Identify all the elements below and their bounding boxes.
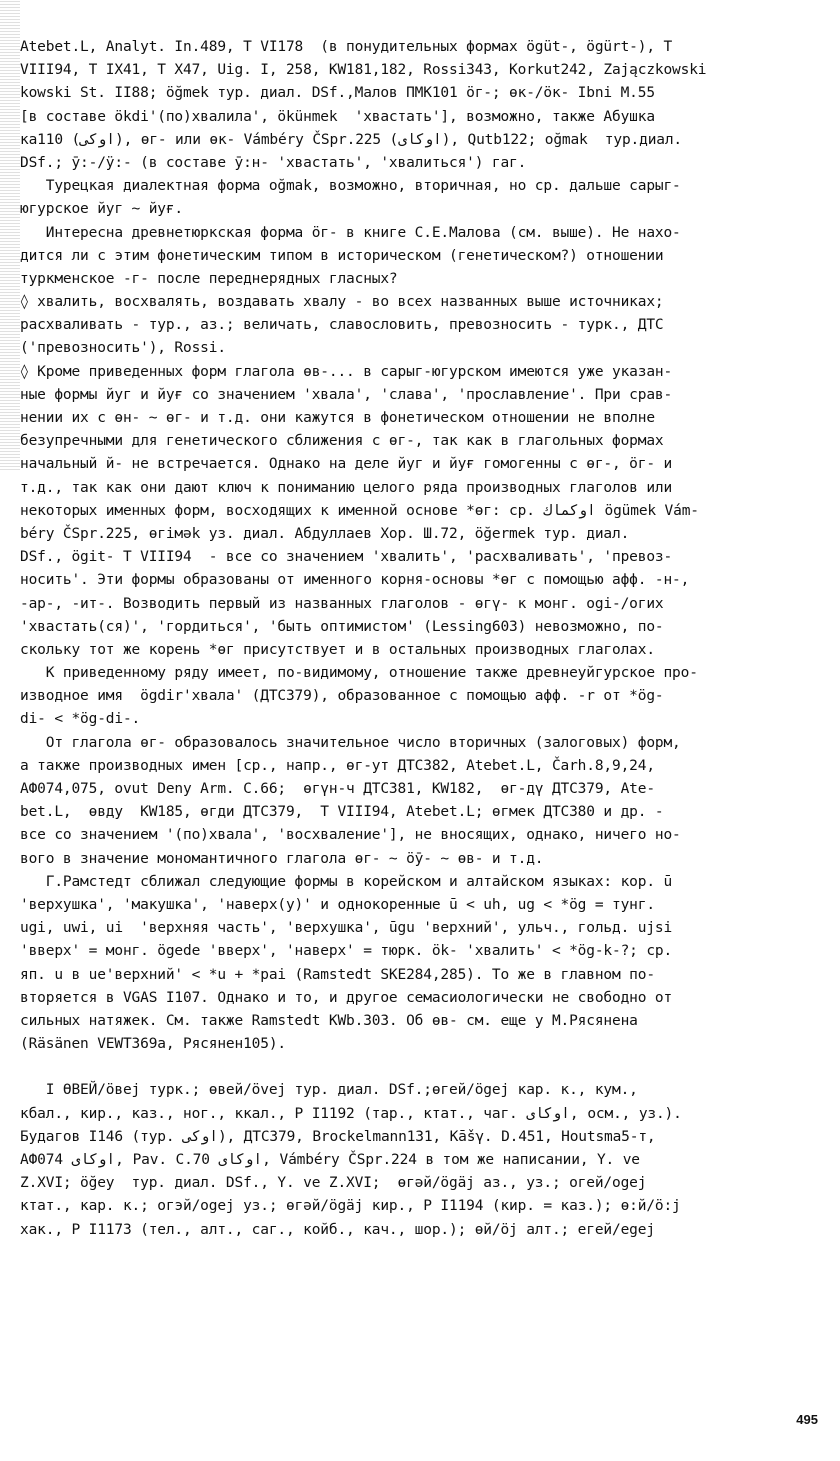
text-line: носить'. Эти формы образованы от именного корня-основы *өг с помощью афф. -н-, <box>20 572 690 589</box>
text-line: К приведенному ряду имеет, по-видимому, отношение также древнеуйгурское про- <box>20 665 698 682</box>
text-line: I ӨВЕЙ/ӧвеј турк.; өвей/övej тур. диал. DSf.;өгей/ögej кар. к., кум., <box>20 1082 638 1099</box>
text-line: ('превозносить'), Rossi. <box>20 340 226 357</box>
text-line: Будагов I146 (тур. اوكى), ДТС379, Brockelmann131, Kāšγ. D.451, Houtsma5-т, <box>20 1128 656 1145</box>
text-line: ктат., кар. к.; огэй/ogej уз.; өгәй/ögäj кир., Р I1194 (кир. = каз.); ө:й/ö:j <box>20 1198 681 1215</box>
text-line: [в составе ökdi'(по)хвалила', öküнmek 'хвастать'], возможно, также Абушка <box>20 108 655 125</box>
text-line: VIII94, T IX41, T X47, Uig. I, 258, KW181,182, Rossi343, Korkut242, Zajączkowski <box>20 62 707 79</box>
text-line: некоторых именных форм, восходящих к именной основе *өг: ср. اوكماك ögümek Vám- <box>20 502 699 519</box>
text-line: все со значением '(по)хвала', 'восхваление'], не вносящих, однако, ничего но- <box>20 827 681 844</box>
page-number: 495 <box>796 1412 818 1427</box>
text-line: изводное имя ögdir'хвала' (ДТС379), образованное с помощью афф. -r от *ög- <box>20 688 664 705</box>
text-line: Atebet.L, Analyt. In.489, T VI178 (в понудительных формах ögüt-, ögürt-), T <box>20 39 673 55</box>
text-line: хак., Р I1173 (тел., алт., саг., койб., кач., шор.); өй/öj алт.; егей/egej <box>20 1221 655 1238</box>
text-line: Турецкая диалектная форма oğmak, возможно, вторичная, но ср. дальше сарыг- <box>20 178 681 195</box>
text-line: ка110 (اوكى), өг- или өк- Vámbéry ČSpr.225 (اوكاى), Qutb122; oğmak тур.диал. <box>20 131 683 148</box>
text-line: нении их с өн- ~ өг- и т.д. они кажутся в фонетическом отношении не вполне <box>20 410 655 426</box>
text-line: DSf.; ӯ:-/ӱ:- (в составе ӯ:н- 'хвастать', 'хвалиться') гаг. <box>20 154 527 171</box>
text-line: di- < *ög-di-. <box>20 711 141 728</box>
text-line: а также производных имен [ср., напр., өг-ут ДТС382, Atebet.L, Čarh.8,9,24, <box>20 757 655 774</box>
text-line: АФ074,075, ovut Deny Arm. C.66; өгүн-ч ДТС381, KW182, өг-дү ДТС379, Ate- <box>20 781 655 797</box>
text-line: кбал., кир., каз., ног., ккал., Р I1192 (тар., ктат., чаг. اوكاى, осм., уз.). <box>20 1105 682 1122</box>
text-line: туркменское -г- после переднерядных гласных? <box>20 270 398 287</box>
text-line: Интересна древнетюркская форма ӧг- в книге С.Е.Малова (см. выше). Не нахо- <box>20 224 681 241</box>
text-line: скольку тот же корень *өг присутствует и в остальных производных глаголах. <box>20 641 655 658</box>
text-line: (Räsänen VEWT369a, Рясянен105). <box>20 1036 286 1053</box>
text-line: дится ли с этим фонетическим типом в историческом (генетическом?) отношении <box>20 247 664 264</box>
body-text <box>20 36 830 1242</box>
text-line: kowski St. II88; öğmek тур. диал. DSf.,Малов ПМК101 ӧг-; өк-/ӧк- Ibni M.55 <box>20 85 655 102</box>
text-line: вого в значение мономантичного глагола өг- ~ ӧӯ- ~ өв- и т.д. <box>20 850 544 867</box>
text-line: расхваливать - тур., аз.; величать, славословить, превозносить - турк., ДТС <box>20 317 664 334</box>
text-line: ◊ Кроме приведенных форм глагола өв-... в сарыг-югурском имеются уже указан- <box>20 363 673 380</box>
text-line: От глагола өг- образовалось значительное число вторичных (залоговых) форм, <box>20 734 681 751</box>
text-line: вторяется в VGAS I107. Однако и то, и другое семасиологически не свободно от <box>20 989 673 1006</box>
text-line: bet.L, өвду KW185, өгди ДТС379, T VIII94, Atebet.L; өгмек ДТС380 и др. - <box>20 804 664 821</box>
text-line: Г.Рамстедт сближал следующие формы в корейском и алтайском языках: кор. ū <box>20 873 673 890</box>
text-line: ◊ хвалить, восхвалять, воздавать хвалу - во всех названных выше источниках; <box>20 294 664 311</box>
text-line: Z.XVI; öğey тур. диал. DSf., Y. ve Z.XVI; өгәй/ögäj аз., уз.; огей/ogej <box>20 1175 647 1192</box>
text-line: сильных натяжек. См. также Ramstedt KWb.303. Об өв- см. еще у М.Рясянена <box>20 1012 638 1029</box>
text-line <box>20 1056 830 1079</box>
text-line: 'хвастать(ся)', 'гордиться', 'быть оптимистом' (Lessing603) невозможно, по- <box>20 618 664 635</box>
text-line: ugi, uwi, ui 'верхняя часть', 'верхушка', ūgu 'верхний', ульч., гольд. ujsi <box>20 920 673 937</box>
text-line: югурское йуг ~ йуғ. <box>20 201 184 218</box>
text-line: безупречными для генетического сближения с өг-, так как в глагольных формах <box>20 433 664 450</box>
text-line: яп. u в ue'верхний' < *u + *pai (Ramstedt SKE284,285). То же в главном по- <box>20 966 655 983</box>
text-line: начальный й- не встречается. Однако на деле йуг и йуғ гомогенны с өг-, ӧг- и <box>20 456 673 473</box>
text-line: АФ074 اوكاى, Pav. C.70 اوكاى, Vámbéry ČSpr.224 в том же написании, Y. ve <box>20 1152 640 1168</box>
text-line: DSf., ögit- T VIII94 - все со значением 'хвалить', 'расхваливать', 'превоз- <box>20 549 673 566</box>
text-line: 'вверх' = монг. ögede 'вверх', 'наверх' = тюрк. ök- 'хвалить' < *ög-k-?; ср. <box>20 943 673 960</box>
text-line: -ар-, -ит-. Возводить первый из названных глаголов - өгү- к монг. ogi-/огих <box>20 595 664 612</box>
text-line: ные формы йуг и йуғ со значением 'хвала', 'слава', 'прославление'. При срав- <box>20 386 673 403</box>
text-line: béry ČSpr.225, өгімək уз. диал. Абдуллаев Хор. Ш.72, öğermek тур. диал. <box>20 525 630 542</box>
text-line: т.д., так как они дают ключ к пониманию целого ряда производных глаголов или <box>20 479 673 496</box>
scan-edge-shadow <box>0 0 20 470</box>
text-line: 'верхушка', 'макушка', 'наверх(у)' и однокоренные ū < uh, ug < *ög = тунг. <box>20 896 655 913</box>
